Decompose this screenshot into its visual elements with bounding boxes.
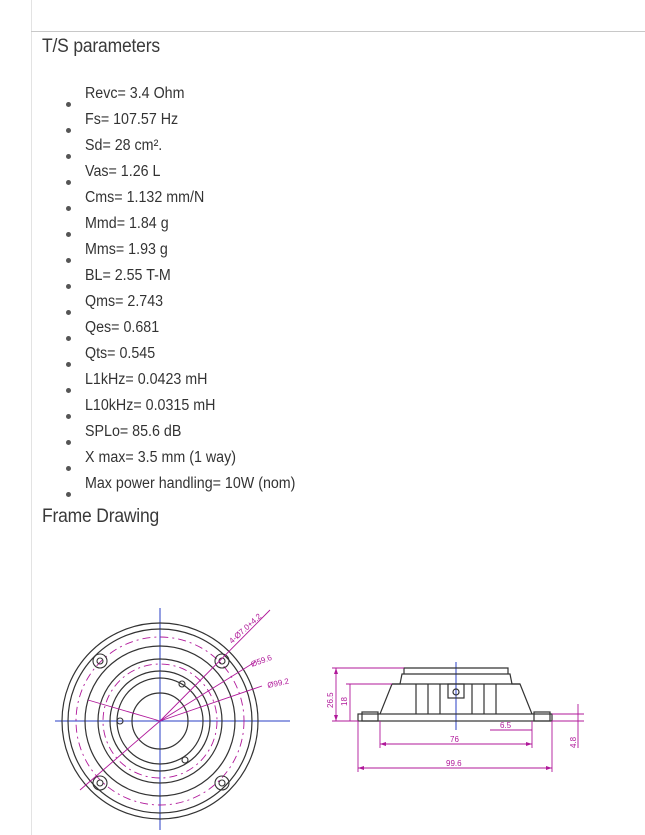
side-label-flange-step: 6.5 <box>500 721 512 730</box>
parameter-text: Revc= 3.4 Ohm <box>85 85 185 102</box>
front-label-outer-diameter: Ø99.2 <box>266 676 290 690</box>
parameter-item <box>66 188 314 214</box>
side-view <box>326 662 584 772</box>
bullet-icon <box>66 128 71 133</box>
parameter-text: Sd= 28 cm². <box>85 137 163 154</box>
front-label-holes: 4-Ø7.0+4.2 <box>227 611 264 646</box>
parameter-text: Vas= 1.26 L <box>85 163 161 180</box>
bullet-icon <box>66 466 71 471</box>
parameter-item <box>66 240 314 266</box>
parameter-text: Qes= 0.681 <box>85 319 160 336</box>
parameter-item <box>66 84 314 110</box>
parameter-item <box>66 214 314 240</box>
parameter-item <box>66 422 314 448</box>
parameter-item <box>66 110 314 136</box>
bullet-icon <box>66 414 71 419</box>
parameter-item <box>66 266 314 292</box>
ts-parameters-heading: T/S parameters <box>42 36 160 57</box>
parameter-item <box>66 448 314 474</box>
bullet-icon <box>66 336 71 341</box>
bullet-icon <box>66 180 71 185</box>
bullet-icon <box>66 310 71 315</box>
front-label-mid-diameter: Ø59.6 <box>249 652 274 669</box>
side-outline <box>358 668 552 721</box>
side-label-base-width: 76 <box>450 735 459 744</box>
parameter-item <box>66 396 314 422</box>
parameter-text: Cms= 1.132 mm/N <box>85 189 205 206</box>
parameter-text: X max= 3.5 mm (1 way) <box>85 449 236 466</box>
parameter-text: Mms= 1.93 g <box>85 241 168 258</box>
parameter-item <box>66 318 314 344</box>
side-label-overall-width: 99.6 <box>446 759 462 768</box>
parameter-text: BL= 2.55 T-M <box>85 267 171 284</box>
bullet-icon <box>66 232 71 237</box>
parameter-item <box>66 474 314 500</box>
parameter-text: Qts= 0.545 <box>85 345 156 362</box>
parameter-text: Qms= 2.743 <box>85 293 164 310</box>
section-divider <box>31 31 645 32</box>
bullet-icon <box>66 206 71 211</box>
parameter-item <box>66 292 314 318</box>
side-label-height-total: 26.5 <box>326 692 335 708</box>
bullet-icon <box>66 388 71 393</box>
front-centerlines <box>55 608 290 830</box>
parameter-text: L1kHz= 0.0423 mH <box>85 371 208 388</box>
parameter-text: Mmd= 1.84 g <box>85 215 169 232</box>
bullet-icon <box>66 258 71 263</box>
bullet-icon <box>66 284 71 289</box>
frame-drawing-heading: Frame Drawing <box>42 506 160 527</box>
front-view <box>55 608 290 830</box>
parameter-item <box>66 162 314 188</box>
side-label-flange-thickness: 4.8 <box>569 736 578 748</box>
bullet-icon <box>66 362 71 367</box>
parameter-text: SPLo= 85.6 dB <box>85 423 182 440</box>
bullet-icon <box>66 102 71 107</box>
side-dimension-arrows <box>334 668 552 770</box>
parameter-text: Fs= 107.57 Hz <box>85 111 179 128</box>
parameter-item <box>66 344 314 370</box>
frame-drawing <box>0 520 645 835</box>
parameter-item <box>66 136 314 162</box>
side-label-height-inner: 18 <box>340 697 349 706</box>
bullet-icon <box>66 492 71 497</box>
bullet-icon <box>66 440 71 445</box>
parameter-item <box>66 370 314 396</box>
parameter-text: Max power handling= 10W (nom) <box>85 475 296 492</box>
parameter-text: L10kHz= 0.0315 mH <box>85 397 216 414</box>
front-mounting-holes <box>93 654 229 790</box>
bullet-icon <box>66 154 71 159</box>
ts-parameters-list <box>66 84 314 500</box>
